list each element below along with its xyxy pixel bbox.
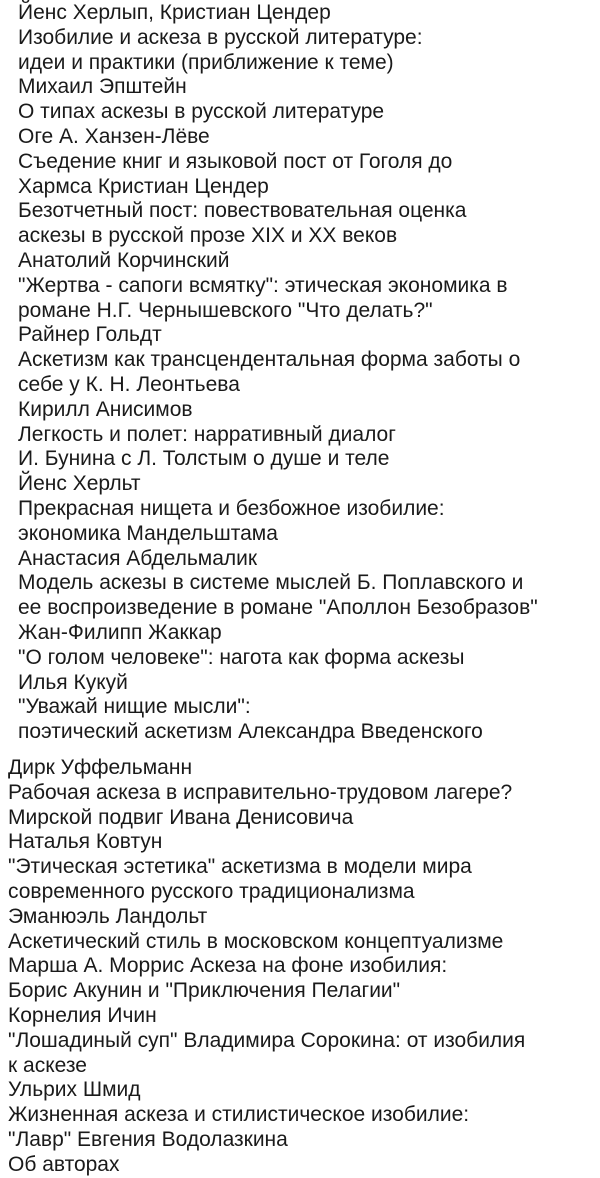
toc-line: аскезы в русской прозе XIX и XX веков bbox=[18, 224, 398, 248]
toc-line: Модель аскезы в системе мыслей Б. Поплавского и bbox=[18, 571, 524, 595]
toc-line: Прекрасная нищета и безбожное изобилие: bbox=[18, 496, 445, 520]
toc-line: ее воспроизведение в романе "Аполлон Безобразов" bbox=[18, 596, 538, 620]
toc-line: Наталья Ковтун bbox=[8, 830, 163, 854]
toc-block-lower bbox=[8, 756, 525, 1178]
toc-line: Хармса Кристиан Цендер bbox=[18, 174, 269, 198]
toc-line: Райнер Гольдт bbox=[18, 323, 162, 347]
toc-line: Аскетизм как трансцендентальная форма заботы о bbox=[18, 348, 521, 372]
toc-line: Корнелия Ичин bbox=[8, 1003, 157, 1027]
toc-line: И. Бунина с Л. Толстым о душе и теле bbox=[18, 447, 390, 471]
toc-line: Жан-Филипп Жаккар bbox=[18, 620, 222, 644]
toc-line: "Лавр" Евгения Водолазкина bbox=[8, 1127, 288, 1151]
toc-line: идеи и практики (приближение к теме) bbox=[18, 50, 394, 74]
toc-line: Дирк Уффельманн bbox=[8, 756, 193, 779]
toc-line: "Лошадиный суп" Владимира Сорокина: от изобилия bbox=[8, 1028, 526, 1052]
toc-line: "О голом человеке": нагота как форма аскезы bbox=[18, 645, 465, 669]
toc-line: поэтический аскетизм Александра Введенского bbox=[18, 720, 483, 744]
toc-line: Жизненная аскеза и стилистическое изобилие: bbox=[8, 1103, 470, 1127]
toc-line: Кирилл Анисимов bbox=[18, 397, 193, 421]
toc-line: Илья Кукуй bbox=[18, 670, 128, 694]
toc-line: Аскетический стиль в московском концептуализме bbox=[8, 929, 504, 953]
toc-line: Ульрих Шмид bbox=[8, 1078, 141, 1102]
toc-line: "Жертва - сапоги всмятку": этическая экономика в bbox=[18, 273, 508, 297]
toc-line: Изобилие и аскеза в русской литературе: bbox=[18, 25, 423, 49]
toc-line: Эманюэль Ландольт bbox=[8, 904, 208, 928]
toc-line: Оге А. Ханзен-Лёве bbox=[18, 124, 210, 148]
toc-line: О типах аскезы в русской литературе bbox=[18, 100, 385, 124]
toc-line: романе Н.Г. Чернышевского "Что делать?" bbox=[18, 298, 433, 322]
toc-line: современного русского традиционализма bbox=[8, 879, 415, 903]
toc-line: к аскезе bbox=[8, 1053, 87, 1077]
toc-line: "Уважай нищие мысли": bbox=[18, 695, 251, 719]
toc-line: Рабочая аскеза в исправительно-трудовом лагере? bbox=[8, 780, 513, 804]
toc-line: Михаил Эпштейн bbox=[18, 75, 187, 99]
toc-line: Йенс Херлып, Кристиан Цендер bbox=[18, 1, 331, 24]
toc-line: Анастасия Абдельмалик bbox=[18, 546, 258, 570]
toc-line: Легкость и полет: нарративный диалог bbox=[18, 422, 396, 446]
toc-line: Об авторах bbox=[8, 1152, 120, 1176]
toc-line: экономика Мандельштама bbox=[18, 521, 278, 545]
toc-line: Борис Акунин и "Приключения Пелагии" bbox=[8, 979, 401, 1003]
toc-line: Безотчетный пост: повествовательная оценка bbox=[18, 199, 467, 223]
toc-line: Мирской подвиг Ивана Денисовича bbox=[8, 805, 354, 829]
toc-line: Съедение книг и языковой пост от Гоголя до bbox=[18, 149, 453, 173]
toc-line: Йенс Херльт bbox=[18, 472, 141, 496]
toc-line: Анатолий Корчинский bbox=[18, 248, 230, 272]
toc-line: себе у К. Н. Леонтьева bbox=[18, 372, 240, 396]
toc-line: "Этическая эстетика" аскетизма в модели мира bbox=[8, 855, 472, 879]
toc-block-upper bbox=[18, 1, 538, 745]
toc-line: Марша А. Моррис Аскеза на фоне изобилия: bbox=[8, 954, 448, 978]
